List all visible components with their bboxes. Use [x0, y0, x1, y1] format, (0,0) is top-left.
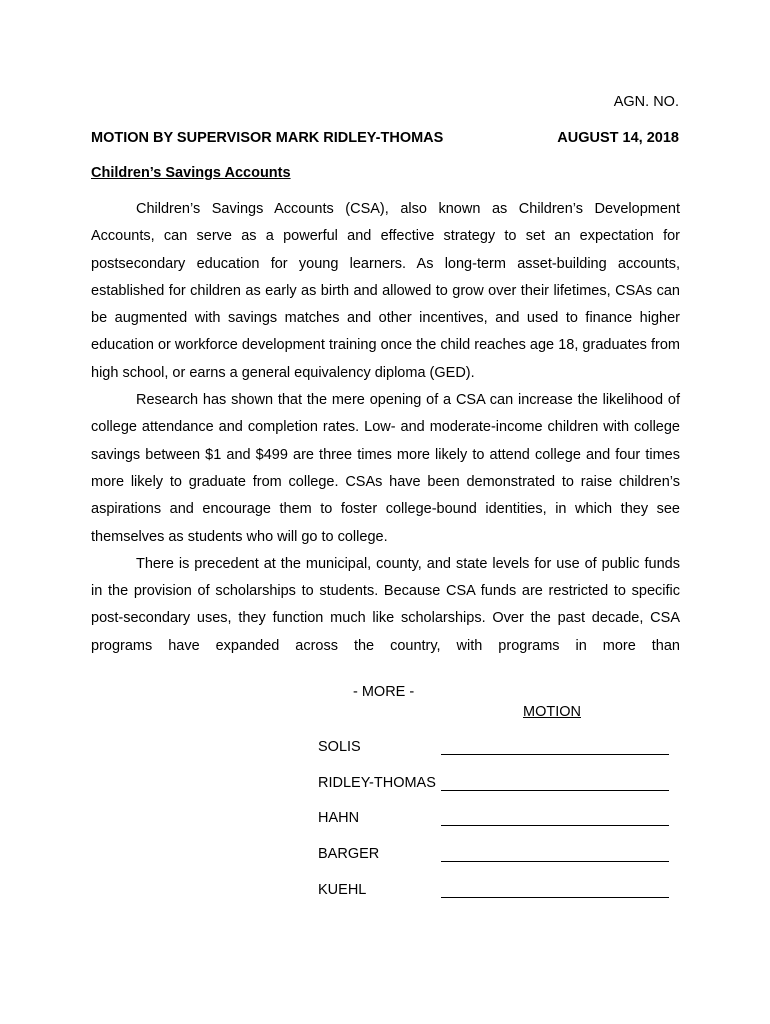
supervisor-name: HAHN	[318, 810, 360, 826]
paragraph: Children’s Savings Accounts (CSA), also known as Children’s Development Accounts, can serve as a powerful and effective strategy to set an expectation for postsecondary education for young learners. As long-term asset-building accounts, established for children as early as birth and allowed to grow over their lifetimes, CSAs can be augmented with savings matches and other incentives, and used to finance higher education or workforce development training once the child reaches age 18, graduates from high school, or earns a general equivalency diploma (GED).	[91, 201, 680, 381]
motion-author: MOTION BY SUPERVISOR MARK RIDLEY-THOMAS	[91, 130, 444, 146]
motion-subject: Children’s Savings Accounts	[91, 165, 291, 181]
more-indicator: - MORE -	[353, 684, 415, 700]
agenda-number: AGN. NO.	[613, 94, 679, 110]
motion-body	[91, 196, 680, 660]
paragraph: Research has shown that the mere opening of a CSA can increase the likelihood of college attendance and completion rates. Low- and moderate-income children with college savings between $1 and $499 are three times more likely to attend college and four times more likely to graduate from college. CSAs have been demonstrated to raise children’s aspirations and encourage them to foster college-bound identities, in which they see themselves as students who will go to college.	[91, 392, 680, 545]
signature-line	[441, 754, 669, 755]
motion-column-label: MOTION	[523, 704, 581, 720]
supervisor-name: BARGER	[318, 846, 380, 862]
signature-line	[441, 897, 669, 898]
signature-line	[441, 790, 669, 791]
supervisor-name: SOLIS	[318, 739, 361, 755]
motion-date: AUGUST 14, 2018	[557, 130, 679, 146]
paragraph: There is precedent at the municipal, county, and state levels for use of public funds in the provision of scholarships to students. Because CSA funds are restricted to specific post-secondary uses, they function much like scholarships. Over the past decade, CSA programs have expanded across the country, with programs in more than	[91, 555, 680, 654]
supervisor-name: RIDLEY-THOMAS	[318, 775, 436, 791]
signature-line	[441, 825, 669, 826]
supervisor-name: KUEHL	[318, 882, 367, 898]
signature-line	[441, 861, 669, 862]
